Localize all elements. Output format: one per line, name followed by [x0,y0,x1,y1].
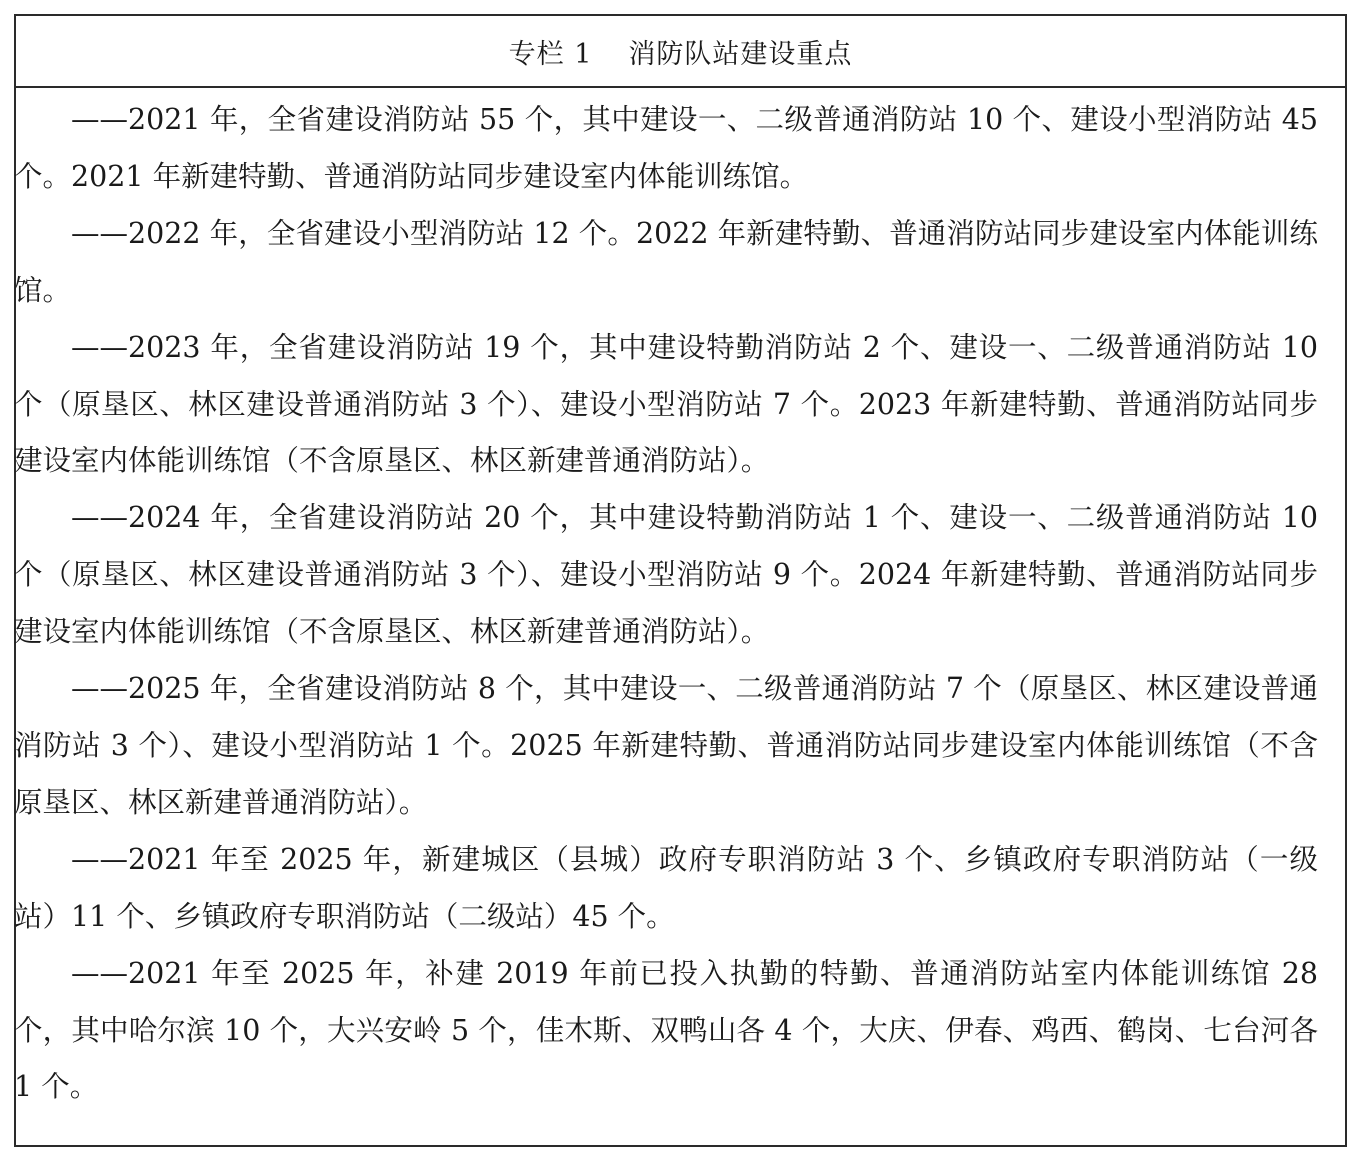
column-body [14,92,1318,1116]
column-title [16,16,1345,88]
paragraph-2021-2025-new-stations: ——2021 年至 2025 年，新建城区（县城）政府专职消防站 3 个、乡镇政府专职消防站（一级站）11 个、乡镇政府专职消防站（二级站）45 个。 [14,842,1318,933]
paragraph-2022: ——2022 年，全省建设小型消防站 12 个。2022 年新建特勤、普通消防站同步建设室内体能训练馆。 [14,216,1318,307]
column-heading: 消防队站建设重点 [628,38,853,70]
paragraph-2023: ——2023 年，全省建设消防站 19 个，其中建设特勤消防站 2 个、建设一、二级普通消防站 10 个（原垦区、林区建设普通消防站 3 个）、建设小型消防站 7 个。2023 年新建特勤、普通消防站同步建设室内体能训练馆（不含原垦区、林区新建普通消防站）。 [14,330,1318,478]
paragraph-2021: ——2021 年，全省建设消防站 55 个，其中建设一、二级普通消防站 10 个、建设小型消防站 45 个。2021 年新建特勤、普通消防站同步建设室内体能训练馆。 [14,103,1318,193]
column-number: 专栏 1 [508,38,593,70]
paragraph-2024: ——2024 年，全省建设消防站 20 个，其中建设特勤消防站 1 个、建设一、二级普通消防站 10 个（原垦区、林区建设普通消防站 3 个）、建设小型消防站 9 个。2024 年新建特勤、普通消防站同步建设室内体能训练馆（不含原垦区、林区新建普通消防站）。 [14,501,1318,649]
paragraph-2025: ——2025 年，全省建设消防站 8 个，其中建设一、二级普通消防站 7 个（原垦区、林区建设普通消防站 3 个）、建设小型消防站 1 个。2025 年新建特勤、普通消防站同步建设室内体能训练馆（不含原垦区、林区新建普通消防站）。 [14,672,1318,819]
paragraph-2021-2025-training-halls: ——2021 年至 2025 年，补建 2019 年前已投入执勤的特勤、普通消防站室内体能训练馆 28 个，其中哈尔滨 10 个，大兴安岭 5 个，佳木斯、双鸭山各 4 个，大庆、伊春、鸡西、鹤岗、七台河各 1 个。 [14,956,1318,1104]
